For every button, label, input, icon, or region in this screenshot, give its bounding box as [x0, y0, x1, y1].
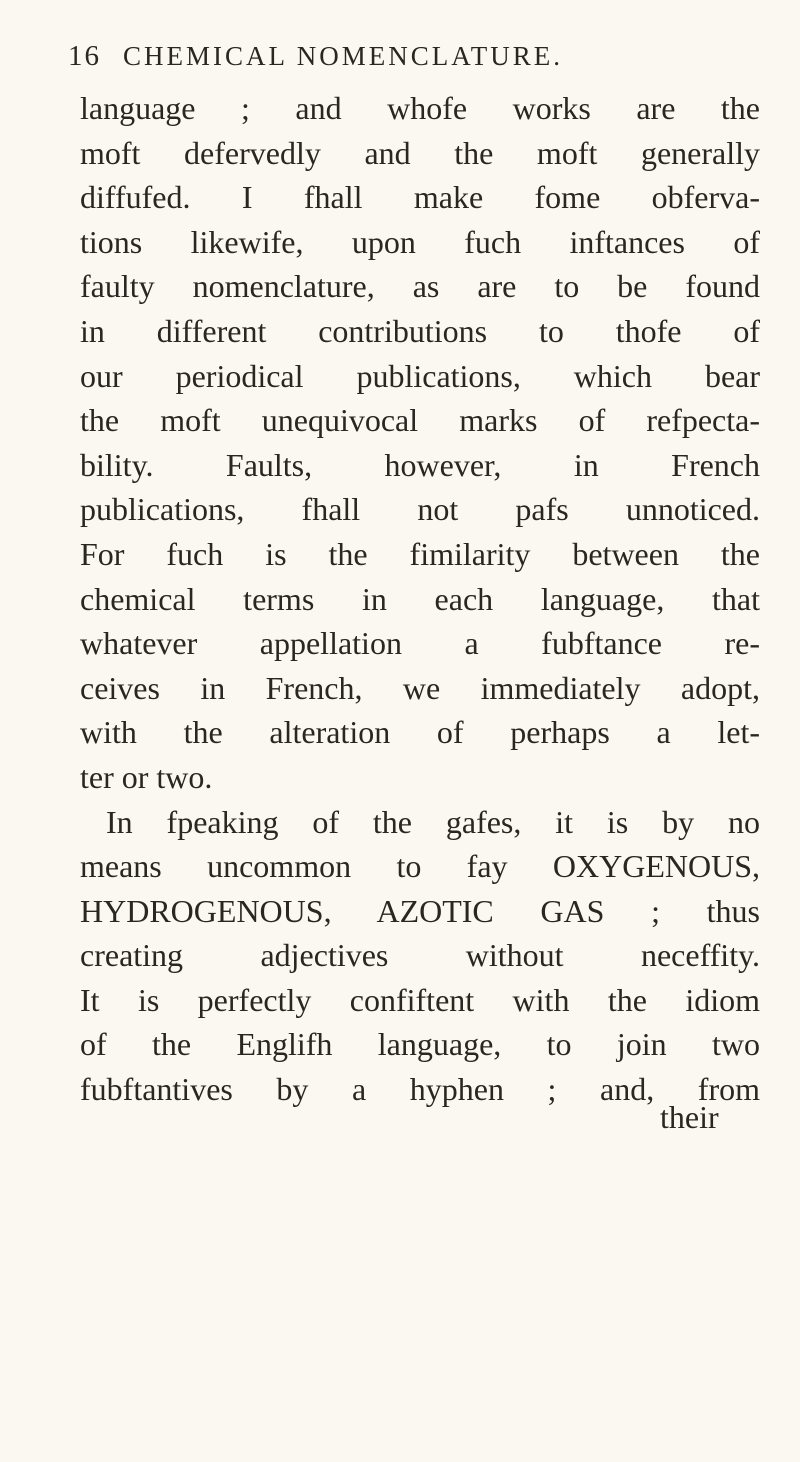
- text-line: It is perfectly confiftent with the idiom: [80, 981, 760, 1018]
- catchword: their: [660, 1099, 719, 1135]
- text-line: creating adjectives without neceffity.: [80, 937, 760, 974]
- running-head: [68, 40, 668, 80]
- text-line: bility. Faults, however, in French: [80, 446, 760, 483]
- text-line: ceives in French, we immediately adopt,: [80, 669, 760, 706]
- text-line: diffufed. I fhall make fome obferva-: [80, 179, 760, 216]
- text-line: in different contributions to thofe of: [80, 312, 760, 349]
- text-line: In fpeaking of the gafes, it is by no: [106, 803, 760, 840]
- text-line: fubftantives by a hyphen ; and, from: [80, 1071, 760, 1108]
- text-line: HYDROGENOUS, AZOTIC GAS ; thus: [80, 892, 760, 929]
- text-line: faulty nomenclature, as are to be found: [80, 268, 760, 305]
- text-line: ter or two.: [80, 758, 213, 795]
- text-line: our periodical publications, which bear: [80, 357, 760, 394]
- body-text: [80, 86, 760, 1112]
- text-line: language ; and whofe works are the: [80, 90, 760, 126]
- running-title: CHEMICAL NOMENCLATURE.: [123, 41, 563, 71]
- text-line: moft defervedly and the moft generally: [80, 134, 760, 171]
- text-line: the moft unequivocal marks of refpecta-: [80, 402, 760, 439]
- text-line: publications, fhall not pafs unnoticed.: [80, 491, 760, 528]
- text-line: with the alteration of perhaps a let-: [80, 714, 760, 751]
- text-line: tions likewife, upon fuch inftances of: [80, 223, 760, 260]
- text-line: of the Englifh language, to join two: [80, 1026, 760, 1063]
- text-line: means uncommon to fay OXYGENOUS,: [80, 848, 760, 885]
- text-line: whatever appellation a fubftance re-: [80, 625, 760, 662]
- text-line: chemical terms in each language, that: [80, 580, 760, 617]
- text-line: For fuch is the fimilarity between the: [80, 535, 760, 572]
- page-number: 16: [68, 40, 101, 72]
